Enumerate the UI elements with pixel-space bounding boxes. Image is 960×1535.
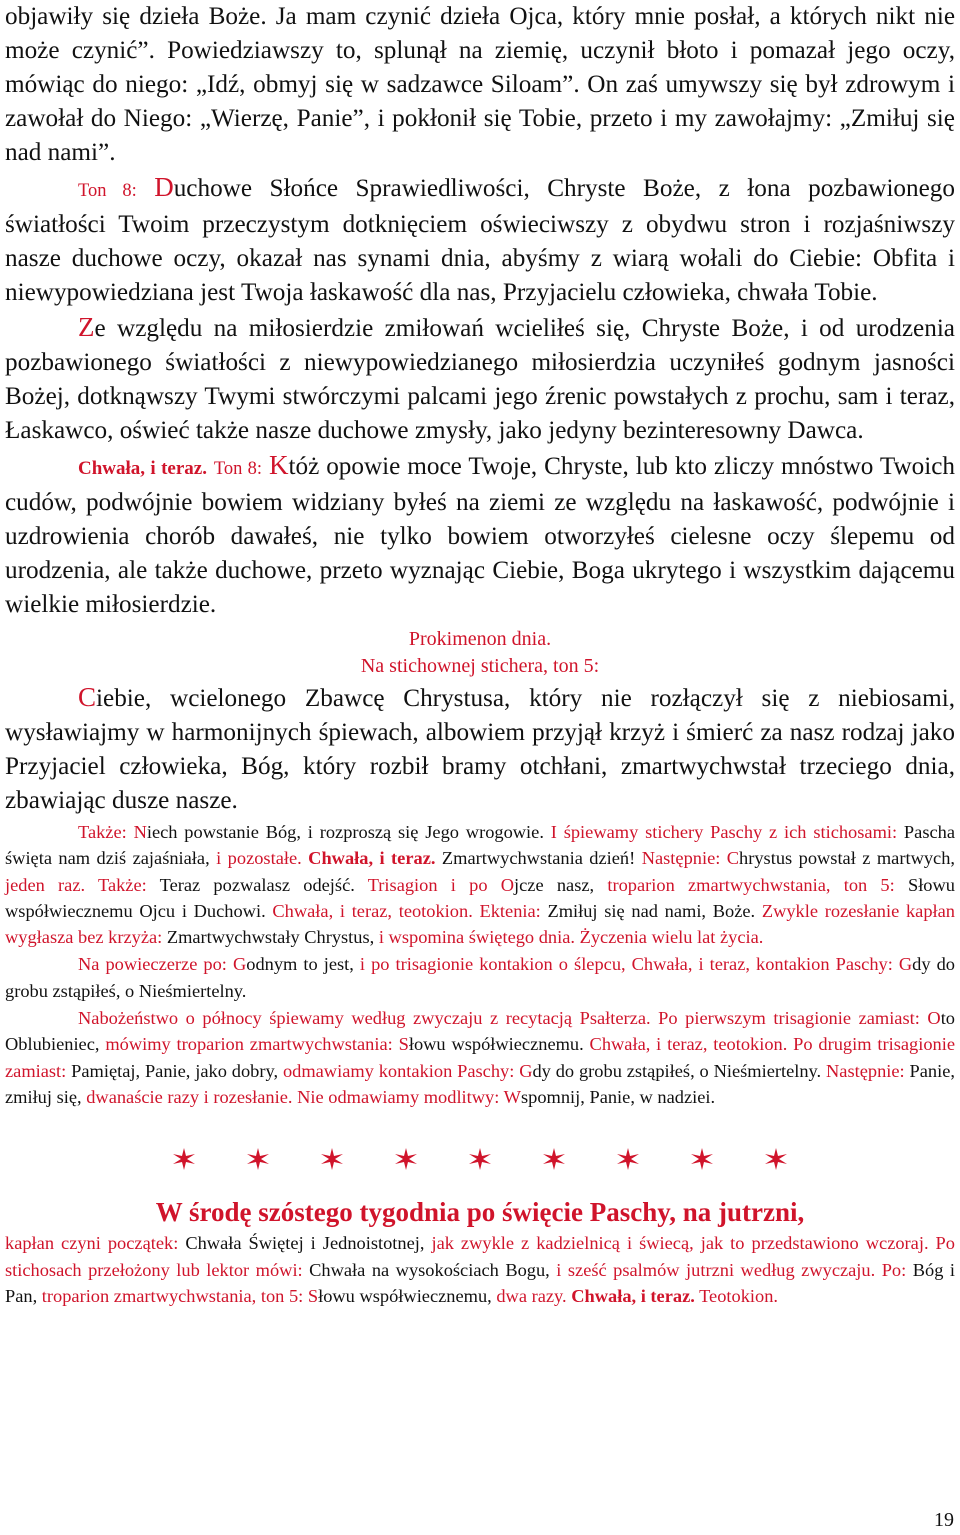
rubric-span: kapłan czyni początek: — [5, 1233, 186, 1254]
text-span: Bóg i Pan, — [5, 1259, 955, 1306]
rubric-span: Następnie: — [821, 1060, 910, 1081]
cross-divider — [5, 1134, 955, 1184]
text-span: jcze nasz, — [514, 874, 595, 895]
rubric-span: Chwała, i teraz, teotokion. Po drugim trisagionie zamiast: — [5, 1034, 955, 1081]
text-span: Pamiętaj, Panie, jako dobry, — [71, 1060, 279, 1081]
text-span: łowu współwiecznemu, — [318, 1285, 492, 1306]
rubric-paragraph-1 — [5, 819, 955, 950]
gospel-paragraph — [5, 0, 955, 170]
initial-letter: D — [154, 172, 174, 202]
initial-letter: C — [78, 682, 97, 712]
rubric-span: Na powieczerze po: G — [78, 954, 247, 975]
text-span: Zmiłuj się nad nami, Boże. — [547, 900, 756, 921]
cross-icon — [689, 1146, 715, 1172]
stichera-4 — [5, 680, 955, 818]
rubric-span: dwa razy. — [491, 1285, 572, 1306]
text-span: Zmartwychwstania dzień! — [435, 848, 636, 869]
stichovne-caption: Na stichownej stichera, ton 5: — [360, 655, 600, 677]
rubric-span: Trisagion i po O — [354, 874, 515, 895]
rubric-span: odmawiamy kontakion Paschy: G — [278, 1060, 533, 1081]
cross-icon — [763, 1146, 789, 1172]
cross-icon — [467, 1146, 493, 1172]
text-span: to Oblubieniec, — [5, 1008, 955, 1055]
stichera-2 — [5, 310, 955, 448]
text-span: dy do grobu zstąpiłeś, o Nieśmiertelny. — [5, 954, 955, 1001]
stichera-1 — [5, 170, 955, 310]
rubric-span: troparion zmartwychwstania, ton 5: — [594, 874, 908, 895]
glory-label: Chwała, i teraz. — [571, 1285, 695, 1306]
section-heading: W środę szóstego tygodnia po święcie Paschy, na jutrzni, — [155, 1197, 805, 1228]
text-span: Pascha święta nam dziś zajaśniała, — [5, 822, 955, 869]
text-span: Panie, zmiłuj się, — [5, 1060, 955, 1107]
stichera-text: uchowe Słońce Sprawiedliwości, Chryste Boże, z łona pozbawionego światłości Twoim przeczystym dotknięciem oświeciwszy z obydwu stron i rozjaśniwszy nasze duchowe oczy, okazał nas synami dnia, abyśmy z wiarą wołali do Ciebie: Obfita i niewypowiedziana jest Twoja łaskawość dla nas, Przyjacielu człowieka, chwała Tobie. — [5, 175, 955, 306]
rubric-span: Chwała, i teraz, teotokion. Ektenia: — [265, 900, 548, 921]
cross-icon — [319, 1146, 345, 1172]
rubric-span: troparion zmartwychwstania, ton 5: S — [37, 1285, 319, 1306]
text-span: Słowu współwiecznemu Ojcu i Duchowi. — [5, 874, 955, 921]
initial-letter: Z — [78, 312, 95, 342]
rubric-span: jeden raz. Także: — [5, 874, 160, 895]
rubric-span: i pozostałe. — [209, 848, 309, 869]
rubric-span: i po trisagionie kontakion o ślepcu, Chwała, i teraz, kontakion Paschy: G — [353, 954, 913, 975]
rubric-paragraph-2 — [5, 951, 955, 1004]
text-span: hrystus powstał z martwych, — [739, 848, 956, 869]
initial-letter: K — [269, 450, 289, 480]
rubric-span: Zwykle rozesłanie kapłan wygłasza bez krzyża: — [5, 900, 955, 948]
text-span: łowu współwiecznemu. — [408, 1034, 584, 1055]
text-span: spomnij, Panie, w nadziei. — [521, 1086, 716, 1107]
rubric-paragraph-3 — [5, 1005, 955, 1110]
stichera-3 — [5, 448, 955, 622]
gospel-text: objawiły się dzieła Boże. Ja mam czynić dzieła Ojca, który mnie posłał, a których nikt nie może czynić”. Powiedziawszy to, splunął na ziemię, uczynił błoto i pomazał jego oczy, mówiąc do niego: „Idź, obmyj się w sadzawce Siloam”. On zaś umywszy się był zdrowym i zawołał do Niego: „Wierzę, Panie”, i pokłonił się Tobie, przeto i my zawołajmy: „Zmiłuj się nad nami”. — [5, 3, 955, 166]
cross-icon — [541, 1146, 567, 1172]
rubric-span: Teotokion. — [694, 1285, 779, 1306]
glory-label: Chwała, i teraz. — [308, 848, 436, 869]
cross-icon — [245, 1146, 271, 1172]
text-span: odnym to jest, — [246, 954, 354, 975]
cross-icon — [171, 1146, 197, 1172]
stichera-text: iebie, wcielonego Zbawcę Chrystusa, który nie rozłączył się z niebiosami, wysławiajmy w harmonijnych śpiewach, albowiem przyjął krzyż i śmierć za nasz rodzaj jako Przyjaciel człowieka, Bóg, który rozbił bramy otchłani, zmartwychwstał trzeciego dnia, zbawiając dusze nasze. — [5, 685, 955, 814]
text-span: Teraz pozwalasz odejść. — [159, 874, 355, 895]
rubric-span: mówimy troparion zmartwychwstania: S — [99, 1034, 409, 1055]
rubric-span: Nabożeństwo o północy śpiewamy według zwyczaju z recytacją Psałterza. Po pierwszym trisagionie zamiast: O — [78, 1008, 941, 1029]
text-span: Zmartwychwstały Chrystus, — [166, 927, 375, 948]
rubric-span: i wspomina świętego dnia. Życzenia wielu lat życia. — [374, 927, 764, 948]
page-number: 19 — [934, 1509, 954, 1531]
stichera-text: tóż opowie moce Twoje, Chryste, lub kto zliczy mnóstwo Twoich cudów, podwójnie bowiem widziany byłeś na ziemi ze względu na łaskawość, podwójnie i uzdrowienia chorób dawałeś, nie tylko bowiem otworzyłeś cielesne oczy ślepemu od urodzenia, ale także duchowe, przeto wyznając Ciebie, Boga ukrytego i wszystkim dającemu wielkie miłosierdzie. — [5, 453, 956, 618]
prokimenon-caption: Prokimenon dnia. — [408, 628, 552, 650]
rubric-span: Także: N — [78, 822, 147, 842]
rubric-paragraph-4 — [5, 1230, 955, 1309]
text-span: iech powstanie Bóg, i rozproszą się Jego wrogowie. — [146, 822, 544, 842]
glory-label: Chwała, i teraz. — [78, 458, 207, 479]
text-span: dy do grobu zstąpiłeś, o Nieśmiertelny. — [532, 1060, 822, 1081]
rubric-span: Następnie: C — [635, 848, 740, 869]
rubric-span: jak zwykle z kadzielnicą i świecą, jak to przedstawiono wczoraj. Po stichosach przełożony lub lektor mówi: — [5, 1233, 955, 1280]
text-span: Chwała na wysokościach Bogu, — [309, 1259, 550, 1280]
text-span: Chwała Świętej i Jednoistotnej, — [185, 1233, 425, 1254]
tone-label: Ton 8: — [213, 459, 263, 479]
cross-icon — [393, 1146, 419, 1172]
stichera-text: e względu na miłosierdzie zmiłowań wcieliłeś się, Chryste Boże, i od urodzenia pozbawionego światłości z niewypowiedzianego miłosierdzia uczyniłeś godnym jasności Bożej, dotknąwszy Twymi stwórczymi palcami jego źrenic powstałych z prochu, sam i teraz, Łaskawco, oświeć także nasze duchowe zmysły, jako jedyny bezinteresowny Dawca. — [5, 315, 955, 444]
rubric-span: i sześć psalmów jutrzni według zwyczaju. Po: — [549, 1259, 913, 1280]
cross-icon — [615, 1146, 641, 1172]
rubric-span: dwanaście razy i rozesłanie. Nie odmawiamy modlitwy: W — [81, 1086, 521, 1107]
rubric-span: I śpiewamy stichery Paschy z ich stichosami: — [543, 822, 904, 842]
tone-label: Ton 8: — [78, 181, 137, 201]
